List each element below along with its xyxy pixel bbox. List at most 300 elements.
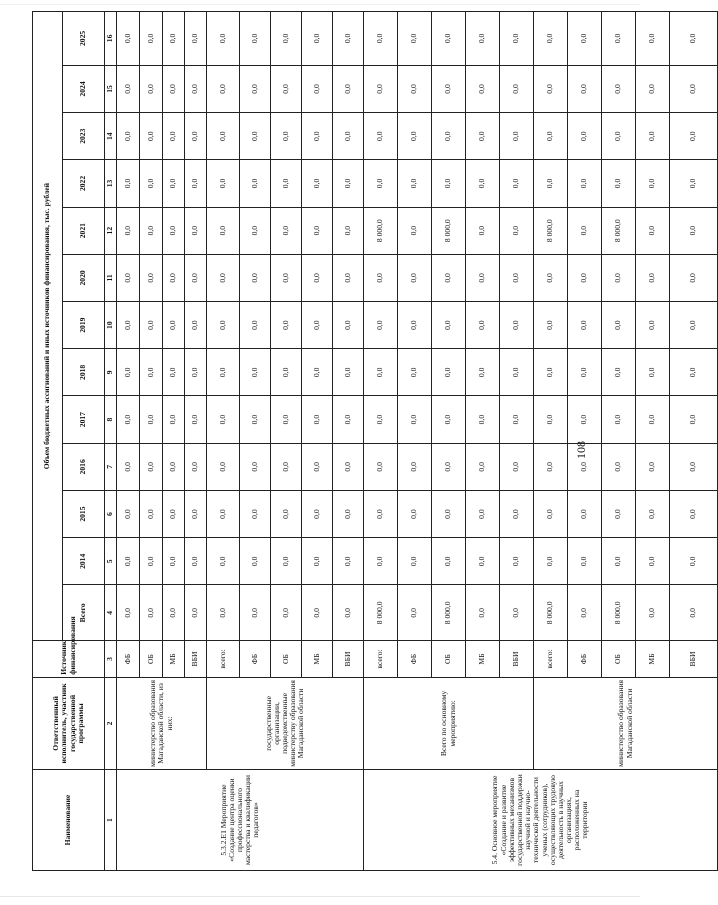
executor-cell: государственные организации, подведомственные министерству образования Магаданской области (207, 677, 364, 769)
column-number: 16 (105, 12, 117, 66)
value-cell: 0,0 (163, 443, 185, 490)
value-cell: 0,0 (398, 160, 432, 207)
value-cell: 0,0 (398, 302, 432, 349)
header-year: 2023 (63, 113, 105, 160)
value-cell: 0,0 (207, 396, 240, 443)
value-cell: 0,0 (432, 65, 466, 112)
value-cell: 0,0 (140, 113, 163, 160)
value-cell: 0,0 (117, 443, 140, 490)
value-cell: 0,0 (364, 113, 398, 160)
value-cell: 0,0 (500, 160, 534, 207)
value-cell: 0,0 (207, 538, 240, 585)
value-cell: 0,0 (568, 302, 602, 349)
value-cell: 0,0 (140, 490, 163, 537)
value-cell: 0,0 (432, 396, 466, 443)
value-cell: 0,0 (466, 65, 500, 112)
value-cell: 0,0 (185, 113, 207, 160)
value-cell: 0,0 (271, 538, 302, 585)
value-cell: 0,0 (364, 538, 398, 585)
value-cell: 0,0 (602, 65, 636, 112)
value-cell: 0,0 (117, 160, 140, 207)
value-cell: 0,0 (117, 349, 140, 396)
value-cell: 0,0 (398, 254, 432, 301)
measure-name-cell: 5.3.2.Е1 Мероприятие «Создание центра оценки профессионального мастерства и квалификации педагогов» (117, 770, 364, 871)
value-cell: 0,0 (207, 160, 240, 207)
value-cell: 0,0 (117, 207, 140, 254)
value-cell: 0,0 (500, 12, 534, 66)
value-cell: 0,0 (364, 12, 398, 66)
value-cell: 0,0 (302, 12, 333, 66)
value-cell: 0,0 (534, 12, 568, 66)
table-row (364, 12, 398, 871)
value-cell: 0,0 (302, 207, 333, 254)
value-cell: 0,0 (636, 160, 670, 207)
header-year: 2019 (63, 302, 105, 349)
scan-edge (0, 896, 640, 897)
header-year: 2024 (63, 65, 105, 112)
value-cell: 0,0 (602, 396, 636, 443)
value-cell: 0,0 (240, 254, 271, 301)
value-cell: 0,0 (466, 254, 500, 301)
value-cell: 0,0 (466, 443, 500, 490)
value-cell: 0,0 (364, 396, 398, 443)
value-cell: 0,0 (117, 302, 140, 349)
value-cell: 0,0 (302, 443, 333, 490)
source-cell: всего: (207, 641, 240, 678)
header-year: 2015 (63, 490, 105, 537)
value-cell: 0,0 (432, 113, 466, 160)
value-cell: 0,0 (432, 302, 466, 349)
table-body (117, 12, 718, 871)
value-cell: 0,0 (602, 443, 636, 490)
value-cell: 0,0 (602, 490, 636, 537)
value-cell: 0,0 (207, 585, 240, 641)
value-cell: 0,0 (207, 12, 240, 66)
column-number: 5 (105, 538, 117, 585)
value-cell: 0,0 (302, 396, 333, 443)
source-cell: ОБ (271, 641, 302, 678)
source-cell: МБ (466, 641, 500, 678)
header-volume: Объем бюджетных ассигнований и иных источников финансирования, тыс. рублей (33, 12, 63, 641)
source-cell: ОБ (432, 641, 466, 678)
value-cell: 0,0 (207, 207, 240, 254)
value-cell: 0,0 (302, 585, 333, 641)
value-cell: 0,0 (398, 443, 432, 490)
value-cell: 0,0 (636, 113, 670, 160)
value-cell: 0,0 (163, 302, 185, 349)
value-cell: 0,0 (432, 349, 466, 396)
source-cell: ВБИ (500, 641, 534, 678)
value-cell: 0,0 (500, 113, 534, 160)
value-cell: 0,0 (602, 254, 636, 301)
value-cell: 0,0 (466, 207, 500, 254)
value-cell: 0,0 (333, 538, 364, 585)
value-cell: 8 000,0 (432, 585, 466, 641)
header-executor: Ответственный исполнитель, участник государственной программы (33, 677, 105, 769)
value-cell: 0,0 (185, 585, 207, 641)
value-cell: 0,0 (398, 65, 432, 112)
value-cell: 0,0 (117, 490, 140, 537)
value-cell: 0,0 (333, 396, 364, 443)
value-cell: 0,0 (271, 113, 302, 160)
header-year: 2022 (63, 160, 105, 207)
value-cell: 0,0 (636, 302, 670, 349)
source-cell: всего: (364, 641, 398, 678)
value-cell: 0,0 (302, 160, 333, 207)
value-cell: 0,0 (207, 349, 240, 396)
value-cell: 0,0 (466, 396, 500, 443)
column-number: 14 (105, 113, 117, 160)
value-cell: 0,0 (602, 349, 636, 396)
value-cell: 0,0 (163, 254, 185, 301)
value-cell: 0,0 (333, 160, 364, 207)
table-row (207, 12, 240, 871)
value-cell: 0,0 (364, 302, 398, 349)
value-cell: 0,0 (302, 113, 333, 160)
value-cell: 0,0 (636, 12, 670, 66)
value-cell: 0,0 (117, 396, 140, 443)
value-cell: 0,0 (466, 160, 500, 207)
value-cell: 0,0 (271, 160, 302, 207)
value-cell: 0,0 (534, 113, 568, 160)
value-cell: 0,0 (432, 12, 466, 66)
source-cell: ФБ (240, 641, 271, 678)
page-number: 108 (574, 441, 588, 459)
source-cell: ФБ (117, 641, 140, 678)
value-cell: 0,0 (398, 490, 432, 537)
value-cell: 0,0 (568, 585, 602, 641)
column-number: 9 (105, 349, 117, 396)
value-cell: 0,0 (271, 490, 302, 537)
value-cell: 0,0 (163, 207, 185, 254)
column-number: 7 (105, 443, 117, 490)
table-row (534, 12, 568, 871)
value-cell: 0,0 (140, 254, 163, 301)
value-cell: 0,0 (207, 490, 240, 537)
value-cell: 0,0 (670, 12, 718, 66)
value-cell: 0,0 (140, 65, 163, 112)
column-number: 4 (105, 585, 117, 641)
value-cell: 0,0 (534, 160, 568, 207)
value-cell: 0,0 (302, 65, 333, 112)
column-number: 11 (105, 254, 117, 301)
value-cell: 0,0 (670, 490, 718, 537)
source-cell: ВБИ (333, 641, 364, 678)
value-cell: 0,0 (240, 538, 271, 585)
value-cell: 0,0 (140, 538, 163, 585)
value-cell: 0,0 (163, 65, 185, 112)
value-cell: 0,0 (602, 538, 636, 585)
value-cell: 8 000,0 (364, 585, 398, 641)
value-cell: 8 000,0 (534, 207, 568, 254)
value-cell: 0,0 (432, 443, 466, 490)
scan-edge (0, 4, 640, 5)
value-cell: 0,0 (466, 302, 500, 349)
source-cell: ОБ (140, 641, 163, 678)
value-cell: 0,0 (271, 12, 302, 66)
value-cell: 0,0 (500, 585, 534, 641)
source-cell: ФБ (398, 641, 432, 678)
value-cell: 0,0 (670, 396, 718, 443)
value-cell: 0,0 (185, 349, 207, 396)
value-cell: 0,0 (568, 490, 602, 537)
value-cell: 0,0 (568, 538, 602, 585)
value-cell: 0,0 (500, 302, 534, 349)
value-cell: 0,0 (240, 585, 271, 641)
value-cell: 0,0 (163, 113, 185, 160)
source-cell: МБ (163, 641, 185, 678)
value-cell: 0,0 (271, 254, 302, 301)
value-cell: 0,0 (240, 302, 271, 349)
value-cell: 0,0 (670, 113, 718, 160)
value-cell: 0,0 (466, 12, 500, 66)
value-cell: 0,0 (333, 302, 364, 349)
value-cell: 0,0 (271, 585, 302, 641)
value-cell: 0,0 (163, 349, 185, 396)
column-number: 15 (105, 65, 117, 112)
column-numbers-row (105, 12, 117, 871)
executor-cell: Всего по основному мероприятию: (364, 677, 534, 769)
value-cell: 0,0 (500, 207, 534, 254)
value-cell: 0,0 (500, 254, 534, 301)
value-cell: 0,0 (163, 12, 185, 66)
source-cell: МБ (636, 641, 670, 678)
value-cell: 0,0 (364, 490, 398, 537)
value-cell: 0,0 (117, 585, 140, 641)
financing-table (32, 11, 718, 871)
value-cell: 0,0 (398, 349, 432, 396)
value-cell: 8 000,0 (602, 207, 636, 254)
value-cell: 0,0 (670, 207, 718, 254)
value-cell: 0,0 (636, 443, 670, 490)
value-cell: 0,0 (466, 538, 500, 585)
value-cell: 0,0 (534, 254, 568, 301)
source-cell: МБ (302, 641, 333, 678)
value-cell: 0,0 (534, 490, 568, 537)
value-cell: 0,0 (333, 254, 364, 301)
value-cell: 0,0 (398, 113, 432, 160)
value-cell: 0,0 (117, 12, 140, 66)
value-cell: 0,0 (398, 396, 432, 443)
value-cell: 0,0 (240, 65, 271, 112)
value-cell: 0,0 (636, 538, 670, 585)
header-year: 2021 (63, 207, 105, 254)
value-cell: 0,0 (163, 160, 185, 207)
source-cell: ВБИ (670, 641, 718, 678)
value-cell: 0,0 (636, 490, 670, 537)
value-cell: 0,0 (185, 396, 207, 443)
value-cell: 0,0 (302, 349, 333, 396)
value-cell: 0,0 (466, 349, 500, 396)
value-cell: 0,0 (670, 443, 718, 490)
value-cell: 0,0 (670, 254, 718, 301)
value-cell: 0,0 (534, 396, 568, 443)
value-cell: 0,0 (140, 160, 163, 207)
measure-name-cell: 5.4. Основное мероприятие «Создание и развитие эффективных механизмов государственной поддержки научной и научно-технической деятельности ученых (сотрудников), осуществляющих трудовую деятельность в научных организациях, расположенных на территории (364, 770, 718, 871)
value-cell: 0,0 (636, 585, 670, 641)
value-cell: 0,0 (534, 443, 568, 490)
value-cell: 0,0 (140, 302, 163, 349)
value-cell: 0,0 (333, 490, 364, 537)
value-cell: 0,0 (500, 538, 534, 585)
value-cell: 0,0 (602, 160, 636, 207)
value-cell: 0,0 (534, 302, 568, 349)
value-cell: 0,0 (240, 396, 271, 443)
value-cell: 0,0 (568, 396, 602, 443)
value-cell: 0,0 (466, 113, 500, 160)
value-cell: 0,0 (333, 113, 364, 160)
value-cell: 0,0 (333, 443, 364, 490)
header-source: Источник финансирования (33, 641, 105, 678)
value-cell: 0,0 (271, 349, 302, 396)
value-cell: 0,0 (302, 490, 333, 537)
value-cell: 0,0 (500, 443, 534, 490)
executor-cell: министерство образования Магаданской области, из них: (117, 677, 207, 769)
value-cell: 0,0 (602, 302, 636, 349)
value-cell: 0,0 (500, 490, 534, 537)
source-cell: ФБ (568, 641, 602, 678)
value-cell: 0,0 (140, 349, 163, 396)
value-cell: 0,0 (207, 254, 240, 301)
value-cell: 0,0 (568, 349, 602, 396)
value-cell: 0,0 (240, 12, 271, 66)
value-cell: 8 000,0 (432, 207, 466, 254)
value-cell: 0,0 (602, 12, 636, 66)
table-row (117, 12, 140, 871)
value-cell: 8 000,0 (534, 585, 568, 641)
value-cell: 0,0 (364, 65, 398, 112)
value-cell: 8 000,0 (364, 207, 398, 254)
value-cell: 0,0 (636, 207, 670, 254)
value-cell: 0,0 (364, 349, 398, 396)
value-cell: 0,0 (117, 538, 140, 585)
column-number: 3 (105, 641, 117, 678)
value-cell: 0,0 (185, 538, 207, 585)
value-cell: 0,0 (670, 585, 718, 641)
column-number: 1 (105, 770, 117, 871)
value-cell: 0,0 (466, 490, 500, 537)
value-cell: 0,0 (240, 443, 271, 490)
value-cell: 0,0 (636, 65, 670, 112)
value-cell: 0,0 (140, 207, 163, 254)
value-cell: 0,0 (240, 160, 271, 207)
value-cell: 0,0 (240, 207, 271, 254)
value-cell: 0,0 (466, 585, 500, 641)
value-cell: 0,0 (398, 12, 432, 66)
value-cell: 0,0 (163, 490, 185, 537)
value-cell: 0,0 (302, 254, 333, 301)
header-year: 2017 (63, 396, 105, 443)
value-cell: 0,0 (398, 207, 432, 254)
value-cell: 0,0 (398, 538, 432, 585)
value-cell: 0,0 (333, 65, 364, 112)
value-cell: 0,0 (185, 207, 207, 254)
header-year: 2016 (63, 443, 105, 490)
value-cell: 0,0 (207, 113, 240, 160)
value-cell: 0,0 (185, 443, 207, 490)
value-cell: 0,0 (271, 396, 302, 443)
value-cell: 0,0 (432, 490, 466, 537)
value-cell: 0,0 (636, 396, 670, 443)
value-cell: 0,0 (163, 538, 185, 585)
source-cell: ВБИ (185, 641, 207, 678)
value-cell: 0,0 (302, 538, 333, 585)
value-cell: 0,0 (670, 538, 718, 585)
column-number: 10 (105, 302, 117, 349)
value-cell: 0,0 (500, 65, 534, 112)
value-cell: 0,0 (185, 160, 207, 207)
value-cell: 0,0 (185, 65, 207, 112)
value-cell: 0,0 (670, 349, 718, 396)
value-cell: 0,0 (670, 65, 718, 112)
value-cell: 0,0 (432, 160, 466, 207)
column-number: 8 (105, 396, 117, 443)
value-cell: 0,0 (333, 12, 364, 66)
value-cell: 0,0 (670, 160, 718, 207)
value-cell: 0,0 (568, 113, 602, 160)
value-cell: 0,0 (534, 349, 568, 396)
column-number: 2 (105, 677, 117, 769)
value-cell: 0,0 (185, 254, 207, 301)
value-cell: 0,0 (432, 254, 466, 301)
value-cell: 0,0 (207, 443, 240, 490)
value-cell: 0,0 (163, 585, 185, 641)
value-cell: 0,0 (240, 490, 271, 537)
header-year: 2018 (63, 349, 105, 396)
value-cell: 0,0 (364, 254, 398, 301)
header-year: 2025 (63, 12, 105, 66)
value-cell: 0,0 (140, 396, 163, 443)
value-cell: 0,0 (271, 443, 302, 490)
value-cell: 0,0 (240, 113, 271, 160)
value-cell: 0,0 (432, 538, 466, 585)
value-cell: 0,0 (140, 585, 163, 641)
value-cell: 0,0 (271, 302, 302, 349)
value-cell: 0,0 (670, 302, 718, 349)
header-name: Наименование (33, 770, 105, 871)
value-cell: 0,0 (117, 113, 140, 160)
header-year: 2014 (63, 538, 105, 585)
value-cell: 0,0 (140, 443, 163, 490)
value-cell: 0,0 (398, 585, 432, 641)
header-year: 2020 (63, 254, 105, 301)
value-cell: 0,0 (568, 254, 602, 301)
value-cell: 0,0 (568, 12, 602, 66)
source-cell: всего: (534, 641, 568, 678)
value-cell: 0,0 (302, 302, 333, 349)
source-cell: ОБ (602, 641, 636, 678)
value-cell: 0,0 (207, 65, 240, 112)
value-cell: 0,0 (333, 207, 364, 254)
value-cell: 0,0 (602, 113, 636, 160)
value-cell: 0,0 (117, 254, 140, 301)
value-cell: 0,0 (140, 12, 163, 66)
executor-cell: министерство образования Магаданской области (534, 677, 718, 769)
column-number: 13 (105, 160, 117, 207)
value-cell: 0,0 (636, 349, 670, 396)
value-cell: 0,0 (333, 585, 364, 641)
value-cell: 0,0 (364, 160, 398, 207)
value-cell: 0,0 (534, 65, 568, 112)
value-cell: 0,0 (636, 254, 670, 301)
value-cell: 0,0 (364, 443, 398, 490)
value-cell: 0,0 (568, 443, 602, 490)
value-cell: 0,0 (568, 65, 602, 112)
value-cell: 0,0 (271, 207, 302, 254)
value-cell: 0,0 (568, 207, 602, 254)
value-cell: 0,0 (207, 302, 240, 349)
value-cell: 8 000,0 (602, 585, 636, 641)
